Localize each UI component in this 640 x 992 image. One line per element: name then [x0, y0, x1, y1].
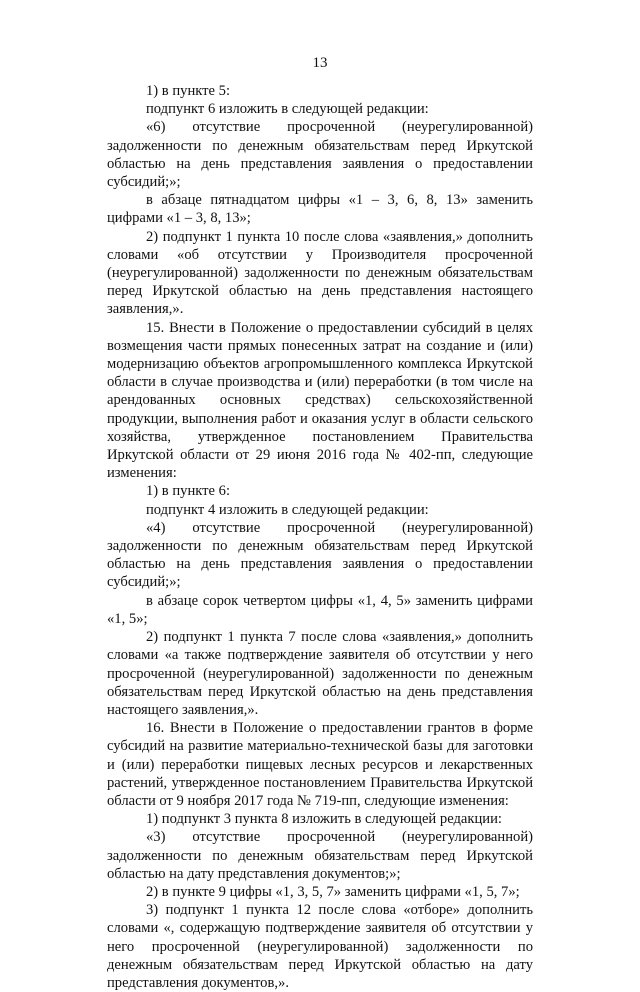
paragraph-12: 16. Внести в Положение о предоставлении грантов в форме субсидий на развитие материально-технической базы для заготовки и (или) переработки пищевых лесных ресурсов и лекарственных растений, утвержденное постановлением Правительства Иркутской области от 9 ноября 2017 года № 719-пп, следующие изменения: [107, 720, 533, 809]
paragraph-16: 3) подпункт 1 пункта 12 после слова «отборе» дополнить словами «, содержащую подтверждение заявителя об отсутствии у него просроченной (неурегулированной) задолженности по денежным обязательствам перед Иркутской областью на дату представления документов,». [107, 902, 533, 991]
paragraph-7: 1) в пункте 6: [146, 483, 231, 500]
paragraph-13: 1) подпункт 3 пункта 8 изложить в следующей редакции: [146, 811, 502, 828]
paragraph-2: подпункт 6 изложить в следующей редакции: [146, 101, 429, 118]
paragraph-1: 1) в пункте 5: [146, 83, 231, 99]
paragraph-4: в абзаце пятнадцатом цифры «1 – 3, 6, 8, 13» заменить цифрами «1 – 3, 8, 13»; [107, 192, 533, 227]
paragraph-6: 15. Внести в Положение о предоставлении субсидий в целях возмещения части прямых понесенных затрат на создание и (или) модернизацию объектов агропромышленного комплекса Иркутской области в случае производства и (или) переработки (в том числе на арендованных основных средствах) сельскохозяйственной продукции, выполнения работ и оказания услуг в области сельского хозяйства, утвержденное постановлением Правительства Иркутской области от 29 июня 2016 года № 402-пп, следующие изменения: [107, 319, 533, 482]
paragraph-14: «3) отсутствие просроченной (неурегулированной) задолженности по денежным обязательствам перед Иркутской областью на дату представления документов;»; [107, 829, 533, 882]
paragraph-15: 2) в пункте 9 цифры «1, 3, 5, 7» заменить цифрами «1, 5, 7»; [146, 883, 520, 900]
paragraph-10: в абзаце сорок четвертом цифры «1, 4, 5» заменить цифрами «1, 5»; [107, 592, 533, 627]
document-body [107, 82, 533, 992]
paragraph-8: подпункт 4 изложить в следующей редакции: [146, 501, 429, 518]
page-number: 13 [312, 55, 328, 71]
paragraph-5: 2) подпункт 1 пункта 10 после слова «заявления,» дополнить словами «об отсутствии у Производителя просроченной (неурегулированной) задолженности по денежным обязательствам перед Иркутской областью на день представления настоящего заявления,». [107, 228, 533, 318]
paragraph-11: 2) подпункт 1 пункта 7 после слова «заявления,» дополнить словами «а также подтверждение заявителя об отсутствии у него просроченной (неурегулированной) задолженности по денежным обязательствам перед Иркутской областью на день представления настоящего заявления,». [107, 629, 533, 718]
paragraph-9: «4) отсутствие просроченной (неурегулированной) задолженности по денежным обязательствам перед Иркутской областью на день представления заявления о предоставлении субсидий;»; [107, 519, 533, 591]
paragraph-3: «6) отсутствие просроченной (неурегулированной) задолженности по денежным обязательствам перед Иркутской областью на день представления заявления о предоставлении субсидий;»; [107, 119, 533, 191]
